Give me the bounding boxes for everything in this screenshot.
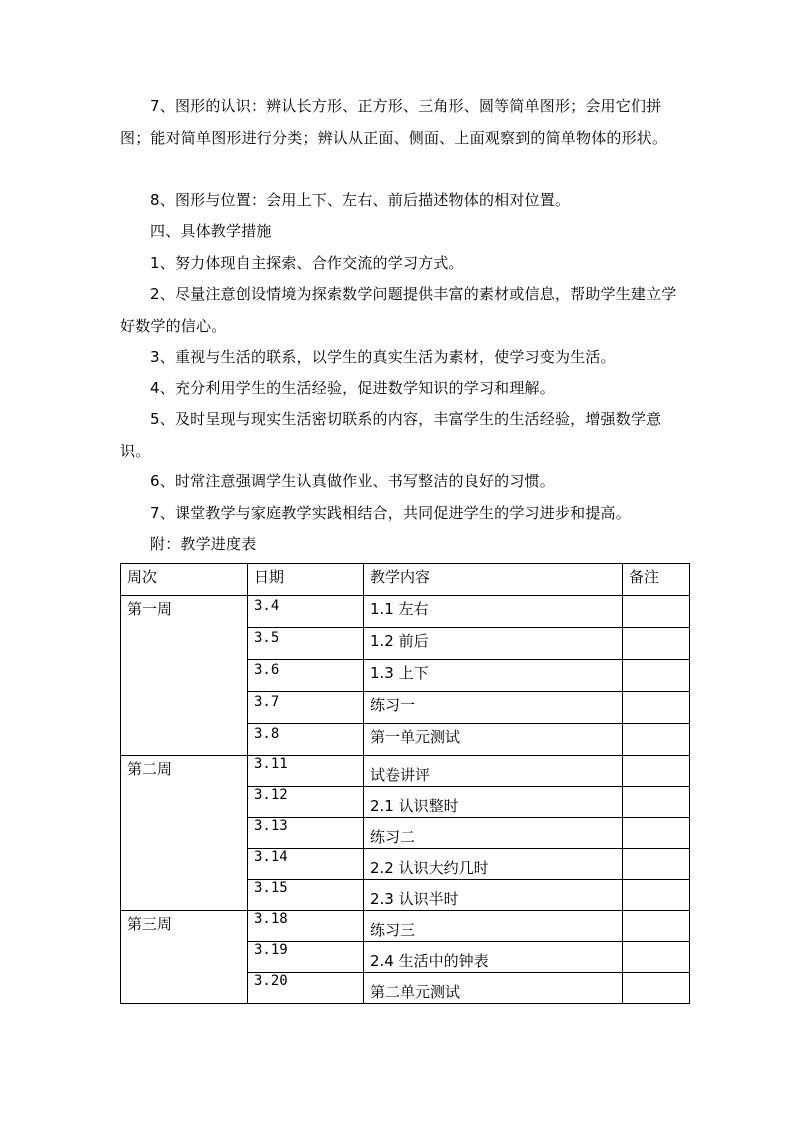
- note-cell: [623, 818, 690, 849]
- content-cell: 第二单元测试: [364, 973, 623, 1004]
- content-cell: 练习三: [364, 911, 623, 942]
- content-cell: 2.2 认识大约几时: [364, 849, 623, 880]
- paragraph-measure-1: 1、努力体现自主探索、合作交流的学习方式。: [150, 254, 464, 272]
- paragraph-position: 8、图形与位置：会用上下、左右、前后描述物体的相对位置。: [150, 191, 571, 209]
- schedule-table: [120, 563, 690, 1004]
- paragraph-measure-2: 2、尽量注意创设情境为探索数学问题提供丰富的素材或信息，帮助学生建立学好数学的信心。: [120, 285, 677, 335]
- header-week: 周次: [121, 564, 248, 596]
- paragraph-measure-3: 3、重视与生活的联系，以学生的真实生活为素材，使学习变为生活。: [150, 348, 616, 366]
- note-cell: [623, 911, 690, 942]
- date-cell: 3.19: [248, 942, 364, 973]
- paragraph-measure-4: 4、充分利用学生的生活经验，促进数学知识的学习和理解。: [150, 379, 555, 397]
- date-cell: 3.20: [248, 973, 364, 1004]
- date-cell: 3.6: [248, 660, 364, 692]
- note-cell: [623, 787, 690, 818]
- content-cell: 试卷讲评: [364, 756, 623, 787]
- content-cell: 1.2 前后: [364, 628, 623, 660]
- content-cell: 第一单元测试: [364, 724, 623, 756]
- date-cell: 3.7: [248, 692, 364, 724]
- week-cell: 第一周: [121, 596, 248, 756]
- date-cell: 3.13: [248, 818, 364, 849]
- content-cell: 1.1 左右: [364, 596, 623, 628]
- table-row: [121, 911, 690, 942]
- note-cell: [623, 628, 690, 660]
- schedule-caption: 附：教学进度表: [150, 535, 257, 553]
- date-cell: 3.14: [248, 849, 364, 880]
- header-note: 备注: [623, 564, 690, 596]
- date-cell: 3.12: [248, 787, 364, 818]
- note-cell: [623, 596, 690, 628]
- week-cell: 第三周: [121, 911, 248, 1004]
- paragraph-shapes: 7、图形的认识：辨认长方形、正方形、三角形、圆等简单图形；会用它们拼图；能对简单图形进行分类；辨认从正面、侧面、上面观察到的简单物体的形状。: [120, 97, 668, 147]
- date-cell: 3.5: [248, 628, 364, 660]
- paragraph-measure-5: 5、及时呈现与现实生活密切联系的内容，丰富学生的生活经验，增强数学意识。: [120, 410, 662, 460]
- note-cell: [623, 724, 690, 756]
- content-cell: 1.3 上下: [364, 660, 623, 692]
- date-cell: 3.11: [248, 756, 364, 787]
- note-cell: [623, 973, 690, 1004]
- paragraph-measure-7: 7、课堂教学与家庭教学实践相结合，共同促进学生的学习进步和提高。: [150, 504, 631, 522]
- table-row: [121, 596, 690, 628]
- content-cell: 2.4 生活中的钟表: [364, 942, 623, 973]
- note-cell: [623, 880, 690, 911]
- note-cell: [623, 756, 690, 787]
- content-cell: 2.3 认识半时: [364, 880, 623, 911]
- week-cell: 第二周: [121, 756, 248, 911]
- date-cell: 3.15: [248, 880, 364, 911]
- header-date: 日期: [248, 564, 364, 596]
- note-cell: [623, 942, 690, 973]
- table-header-row: [121, 564, 690, 596]
- date-cell: 3.8: [248, 724, 364, 756]
- note-cell: [623, 849, 690, 880]
- paragraph-measure-6: 6、时常注意强调学生认真做作业、书写整洁的良好的习惯。: [150, 472, 555, 490]
- section-heading-measures: 四、具体教学措施: [150, 222, 272, 240]
- table-row: [121, 756, 690, 787]
- content-cell: 2.1 认识整时: [364, 787, 623, 818]
- note-cell: [623, 692, 690, 724]
- header-content: 教学内容: [364, 564, 623, 596]
- note-cell: [623, 660, 690, 692]
- content-cell: 练习二: [364, 818, 623, 849]
- date-cell: 3.18: [248, 911, 364, 942]
- content-cell: 练习一: [364, 692, 623, 724]
- date-cell: 3.4: [248, 596, 364, 628]
